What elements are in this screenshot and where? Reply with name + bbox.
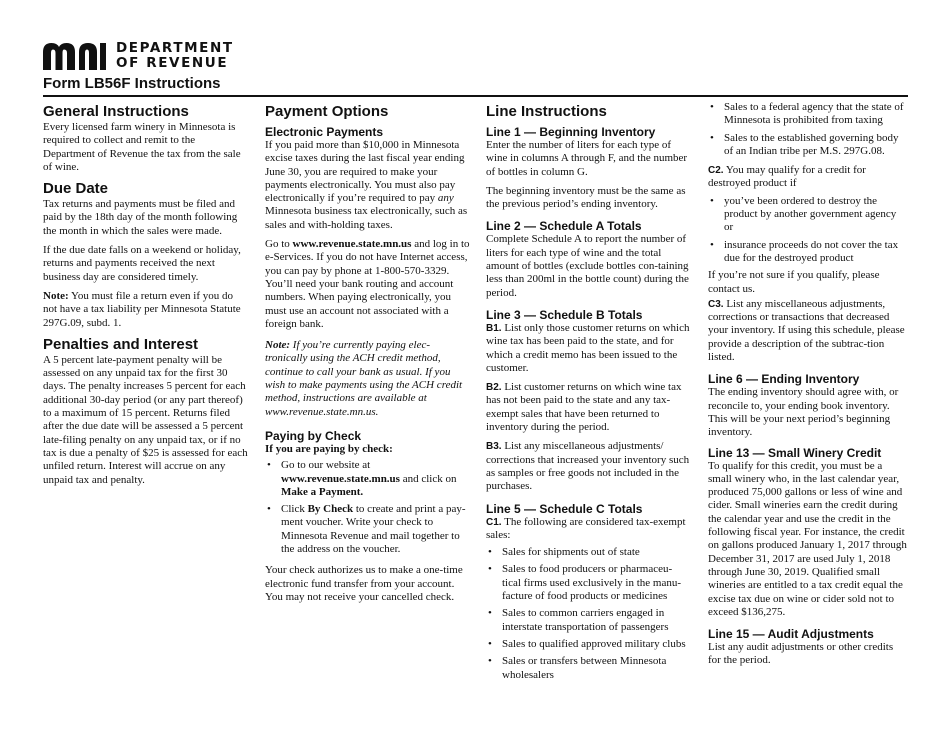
- revenue-website-link[interactable]: www.revenue.state.mn.us: [292, 238, 412, 251]
- ep2-text-b: and log in to e-Services. If you do not have Internet access, you can pay by phone at 1-800-570-3329. You’ll need your bank routing and account numbers. When paying electronically, you must use an account not associated with a foreign bank.: [265, 238, 470, 330]
- make-a-payment-link[interactable]: Make a Payment.: [281, 485, 364, 498]
- general-instructions-heading: General Instructions: [43, 103, 189, 120]
- line-1-text-1: Enter the number of liters for each type of wine in columns A through F, and the number of bottles in column G.: [486, 139, 688, 178]
- payment-options-heading: Payment Options: [265, 103, 389, 120]
- form-title: Form LB56F Instructions: [43, 75, 221, 92]
- list-item: • Sales to common carriers engaged in interstate transportation of passengers: [486, 607, 691, 634]
- electronic-payments-heading: Electronic Payments: [265, 125, 384, 139]
- due-date-heading: Due Date: [43, 180, 109, 198]
- line-1-text-2: The beginning inventory must be the same as the previous period’s ending inventory.: [486, 184, 686, 211]
- ep-any: any: [437, 192, 454, 205]
- b2-body: List customer returns on which wine tax has not been paid to the state and any tax-exempt sales that have been returned to inventory during the period.: [486, 381, 682, 434]
- electronic-payments-text-1: [265, 139, 470, 232]
- list-item: [265, 503, 470, 556]
- check-authorization-text: Your check authorizes us to make a one-time electronic fund transfer from your account. You may not receive your cancelled check.: [265, 564, 463, 603]
- note-text: You must file a return even if you do not have a tax liability per Minnesota Statute 297G.09, subd. 1.: [43, 289, 241, 329]
- due-date-text-2: If the due date falls on a weekend or holiday, returns and payments received the next business day are considered timely.: [43, 244, 241, 283]
- column-general: [43, 100, 248, 493]
- column-line-instructions-cont: [708, 101, 908, 674]
- c2-text: [708, 164, 908, 191]
- check-b2-text-a: Click: [281, 503, 308, 516]
- list-item: • Sales or transfers between Minnesota wholesalers: [486, 655, 691, 682]
- list-item: [265, 459, 470, 499]
- line-1-heading: Line 1 — Beginning Inventory: [486, 125, 656, 139]
- c3-text: [708, 298, 908, 364]
- b3-text: [486, 440, 691, 493]
- paying-by-check-sub: [265, 443, 470, 456]
- electronic-payments-note: [265, 339, 470, 419]
- ep-note-label: Note:: [265, 339, 291, 352]
- line-13-heading: Line 13 — Small Winery Credit: [708, 445, 882, 460]
- line-13-text: To qualify for this credit, you must be a small winery who, in the last calendar year, produced 75,000 gallons or less of wine and cider. Small wineries earn the credit during the calendar year and use the credit in the following fiscal year. For instance, the credit on gallons produced January 1, 2017 through December 31, 2017 are used July 1, 2018 through June 30, 2019. Qualified small wineries are entitled to a tax credit equal the excise tax due on wine or cider sold not to exceed $136,275.: [708, 459, 907, 618]
- ep-note-text: If you’re currently paying elec-tronically using the ACH credit method, continue to call your bank as usual. If you wish to make payments using the ACH credit method, instructions are available at www.revenue.state.mn.us.: [265, 339, 463, 418]
- b3-label: B3.: [486, 441, 502, 453]
- check-sub-text: If you are paying by check:: [265, 442, 393, 455]
- ep-text-a: If you paid more than $10,000 in Minnesota excise taxes during the last fiscal year ending June 30, you are required to make your payments electronically. You must also pay electronically if you’re required to pay: [265, 139, 465, 205]
- line-2-text: Complete Schedule A to report the number of liters for each type of wine and the total amount of bottles (exclude bottles con-taining less than 200ml in the bottle count) during the period.: [486, 233, 689, 299]
- mn-logo-icon: [43, 42, 113, 70]
- general-instructions-text: Every licensed farm winery in Minnesota is required to collect and remit to the Department of Revenue the tax from the sale of wine.: [43, 121, 241, 173]
- line-15-heading: Line 15 — Audit Adjustments: [708, 627, 874, 642]
- c1-body: The following are considered tax-exempt sales:: [486, 515, 686, 541]
- electronic-payments-text-2: [265, 238, 470, 331]
- check-b2-text-b: to create and print a pay-ment voucher. Write your check to Minnesota Revenue and mail together to the address on the voucher.: [281, 503, 466, 556]
- penalties-text: A 5 percent late-payment penalty will be assessed on any unpaid tax for the first 30 days. The penalty increases 5 percent for each additional 30-day period (or any part thereof) to a maximum of 15 percent. Returns filed after the due date will be assessed a 5 percent late-filing penalty on any unpaid tax, or if no tax is due a penalty of $25 is assessed for each unfiled return. Interest will accrue on any unpaid tax and penalty.: [43, 353, 248, 486]
- line-6-heading: Line 6 — Ending Inventory: [708, 372, 860, 387]
- due-date-note: [43, 290, 248, 330]
- check-b1-text-a: Go to our website at: [281, 459, 371, 472]
- b1-text: [486, 322, 691, 375]
- c3-body: List any miscellaneous adjustments, corrections or transactions that decreased your inventory. If using this schedule, please provide a description of the subtrac-tion listed.: [708, 297, 905, 364]
- check-b1-text-b: and click on: [399, 472, 457, 485]
- line-3-heading: Line 3 — Schedule B Totals: [486, 307, 643, 322]
- list-item: • Sales to a federal agency that the state of Minnesota is prohibited from taxing: [708, 101, 908, 128]
- dept-line-2: OF REVENUE: [116, 55, 229, 71]
- line-15-text: List any audit adjustments or other credits for the period.: [708, 641, 894, 667]
- b2-text: [486, 381, 691, 434]
- penalties-heading: Penalties and Interest: [43, 335, 199, 353]
- list-item: • insurance proceeds do not cover the tax due for the destroyed product: [708, 239, 908, 266]
- header-divider: [43, 95, 908, 97]
- c2-list: [708, 195, 908, 265]
- due-date-text-1: Tax returns and payments must be filed and paid by the 18th day of the month following the month in which the sales were made.: [43, 198, 238, 237]
- ep-text-b: Minnesota business tax electronically, such as sales and with-holding taxes.: [265, 205, 468, 231]
- b3-body: List any miscellaneous adjustments/ corrections that increased your inventory such as samples or free goods not included in the purchases.: [486, 440, 690, 493]
- c1-text: [486, 516, 691, 543]
- b1-body: List only those customer returns on which wine tax has been paid to the state, and for which a credit memo has been issued to the customer.: [486, 321, 690, 374]
- c2-body: You may qualify for a credit for destroyed product if: [708, 164, 866, 190]
- c1-exempt-list: [486, 546, 691, 682]
- list-item: • Sales to food producers or pharmaceu-tical firms used exclusively in the manu-facture of food products or medicines: [486, 563, 691, 603]
- note-label: Note:: [43, 289, 69, 302]
- column-line-instructions: [486, 100, 691, 686]
- line-instructions-heading: Line Instructions: [486, 103, 607, 120]
- department-of-revenue-wordmark: [116, 41, 234, 71]
- check-steps-list: [265, 459, 470, 556]
- dept-line-1: DEPARTMENT: [116, 40, 234, 56]
- ep2-text-a: Go to: [265, 238, 293, 251]
- c2-contact-text: If you’re not sure if you qualify, please contact us.: [708, 269, 880, 295]
- list-item: • Sales for shipments out of state: [486, 546, 691, 559]
- b1-label: B1.: [486, 322, 502, 334]
- paying-by-check-heading: Paying by Check: [265, 428, 362, 443]
- line-6-text: The ending inventory should agree with, or reconcile to, your ending book inventory. This will be your next period’s beginning inventory.: [708, 386, 899, 439]
- c3-label: C3.: [708, 298, 724, 310]
- by-check-link[interactable]: By Check: [307, 503, 354, 516]
- list-item: • Sales to qualified approved military clubs: [486, 638, 691, 651]
- check-website-link[interactable]: www.revenue.state.mn.us: [281, 472, 400, 485]
- c2-label: C2.: [708, 165, 724, 177]
- line-5-heading: Line 5 — Schedule C Totals: [486, 501, 643, 516]
- list-item: • you’ve been ordered to destroy the product by another government agency or: [708, 195, 908, 235]
- column-payment: [265, 100, 470, 610]
- line-2-heading: Line 2 — Schedule A Totals: [486, 219, 642, 234]
- list-item: • Sales to the established governing body of an Indian tribe per M.S. 297G.08.: [708, 132, 908, 159]
- c1-label: C1.: [486, 516, 502, 528]
- b2-label: B2.: [486, 382, 502, 394]
- c1-exempt-list-cont: [708, 101, 908, 158]
